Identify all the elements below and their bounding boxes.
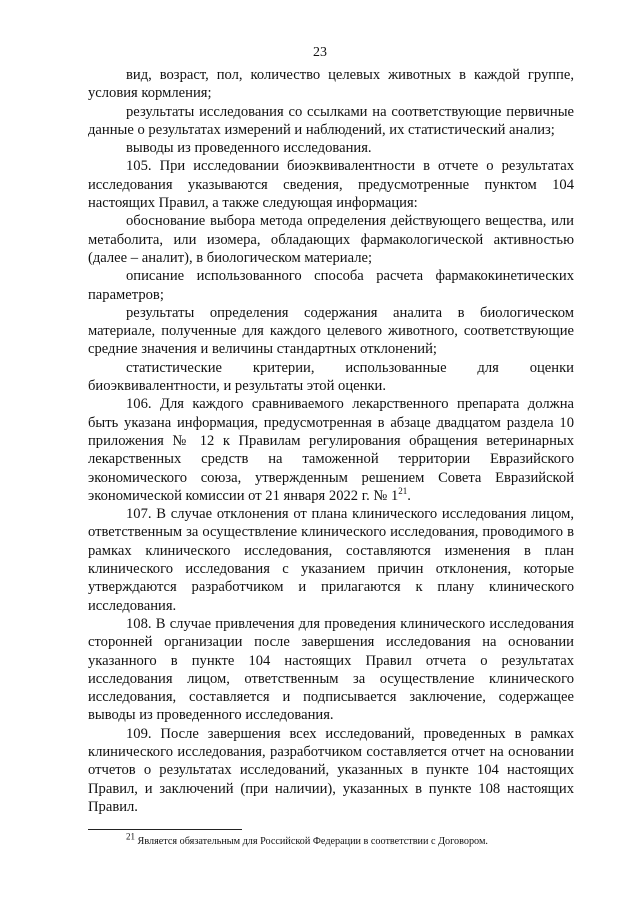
paragraph-item-conclusions: выводы из проведенного исследования. <box>126 140 372 157</box>
paragraph-105-rationale: обоснование выбора метода определения действующего вещества, или метаболита, или изомера, обладающих фармакологической активностью (далее – аналит), в биологическом материале; <box>88 213 574 266</box>
document-body <box>88 66 574 816</box>
paragraph-105-method: описание использованного способа расчета фармакокинетических параметров; <box>88 268 574 303</box>
footnote-marker: 21 <box>126 831 135 842</box>
footnote-divider <box>88 829 242 830</box>
footnote-reference: 21 <box>398 485 408 496</box>
paragraph-item-results: результаты исследования со ссылками на соответствующие первичные данные о результатах измерений и наблюдений, их статистический анализ; <box>88 103 574 138</box>
paragraph-105: 105. При исследовании биоэквивалентности в отчете о результатах исследования указываются сведения, предусмотренные пунктом 104 настоящих Правил, а также следующая информация: <box>88 158 574 212</box>
footnote-text: Является обязательным для Российской Федерации в соответствии с Договором. <box>135 836 488 847</box>
paragraph-item-intro: вид, возраст, пол, количество целевых животных в каждой группе, условия кормления; <box>88 67 574 102</box>
footnote <box>88 831 574 848</box>
paragraph-106 <box>88 395 574 505</box>
paragraph-105-analyte-results: результаты определения содержания аналита в биологическом материале, полученные для каждого целевого животного, соответствующие средние значения и величины стандартных отклонений; <box>88 304 574 358</box>
paragraph-109: 109. После завершения всех исследований, проведенных в рамках клинического исследования, разработчиком составляется отчет на основании отчетов о результатах исследований, указанных в пункте 104 настоящих Правил, и заключений (при наличии), указанных в пункте 108 настоящих Правил. <box>88 725 574 815</box>
paragraph-107: 107. В случае отклонения от плана клинического исследования лицом, ответственным за осуществление клинического исследования, проводимого в рамках клинического исследования, составляются изменения в план клинического исследования с указанием причин отклонения, которые утверждаются разработчиком и прилагаются к плану клинического исследования. <box>88 506 574 614</box>
paragraph-106-tail: . <box>407 487 411 504</box>
paragraph-105-statistics: статистические критерии, использованные для оценки биоэквивалентности, и результаты этой оценки. <box>88 359 574 395</box>
page-number: 23 <box>313 45 327 60</box>
paragraph-108: 108. В случае привлечения для проведения клинического исследования сторонней организации после завершения исследования на основании указанного в пункте 104 настоящих Правил отчета о результатах исследования лицом, ответственным за осуществление клинического исследования, составляется и подписывается заключение, содержащее выводы из проведенного исследования. <box>88 615 574 724</box>
paragraph-106-text: 106. Для каждого сравниваемого лекарственного препарата должна быть указана информация, предусмотренная в абзаце двадцатом раздела 10 приложения № 12 к Правилам регулирования обращения ветеринарных лекарственных средств на таможенной территории Евразийского экономического союза, утвержденным решением Совета Евразийской экономической комиссии от 21 января 2022 г. № 1 <box>88 396 574 504</box>
